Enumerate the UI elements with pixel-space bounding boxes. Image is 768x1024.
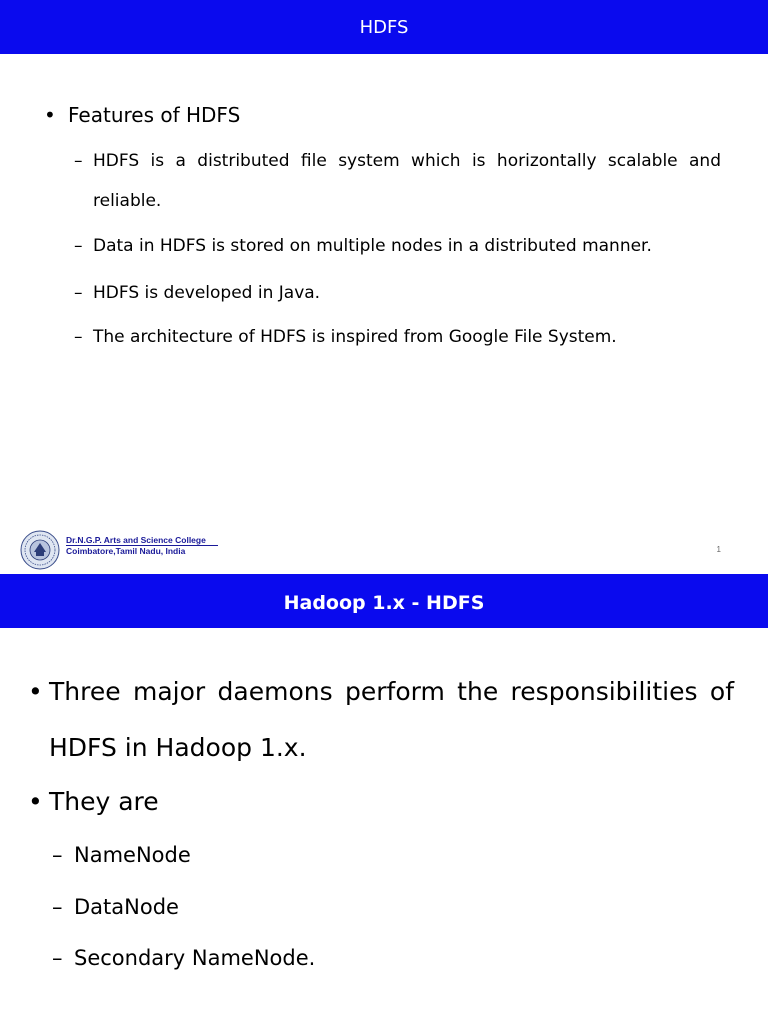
sub-bullet-secondary-namenode: [52, 946, 316, 970]
slide-title: Hadoop 1.x - HDFS: [283, 592, 485, 614]
sub-bullet-text: The architecture of HDFS is inspired from Google File System.: [93, 327, 617, 347]
college-name-line2: Coimbatore,Tamil Nadu, India: [66, 546, 186, 556]
bullet-text: Three major daemons perform the responsibilities of HDFS in Hadoop 1.x.: [49, 677, 734, 762]
dash-marker: –: [74, 151, 83, 171]
sub-bullet-text: HDFS is a distributed file system which is horizontally scalable and reliable.: [93, 151, 721, 211]
dash-marker: –: [74, 327, 83, 347]
sub-bullet-namenode: [52, 843, 191, 867]
bullet-features: [44, 103, 241, 127]
bullet-they-are: [28, 787, 159, 816]
bullet-text: Features of HDFS: [68, 103, 241, 127]
slide-title-bar: [0, 0, 768, 54]
dash-marker: –: [74, 236, 83, 256]
sub-bullet-text: NameNode: [74, 843, 191, 867]
sub-bullet-text: Data in HDFS is stored on multiple nodes in a distributed manner.: [93, 236, 652, 256]
dash-marker: –: [52, 843, 63, 867]
bullet-daemons: [28, 664, 734, 776]
slide-title: HDFS: [359, 17, 409, 38]
sub-bullet-text: DataNode: [74, 895, 179, 919]
sub-bullet-text: HDFS is developed in Java.: [93, 283, 321, 303]
college-seal-logo: [20, 530, 60, 570]
bullet-marker: •: [28, 787, 43, 816]
sub-bullet-2: [74, 226, 721, 266]
dash-marker: –: [52, 895, 63, 919]
sub-bullet-3: [74, 273, 721, 313]
bullet-text: They are: [49, 787, 159, 816]
bullet-marker: •: [44, 103, 56, 127]
college-name-line1: Dr.N.G.P. Arts and Science College: [66, 535, 206, 545]
slide-2: [0, 574, 768, 1024]
sub-bullet-text: Secondary NameNode.: [74, 946, 316, 970]
sub-bullet-1: [74, 141, 721, 221]
sub-bullet-datanode: [52, 895, 179, 919]
slide-title-bar: [0, 574, 768, 628]
sub-bullet-4: [74, 317, 721, 357]
college-name: [66, 535, 218, 556]
bullet-marker: •: [28, 677, 43, 706]
dash-marker: –: [52, 946, 63, 970]
page-number: 1: [716, 545, 721, 554]
dash-marker: –: [74, 283, 83, 303]
